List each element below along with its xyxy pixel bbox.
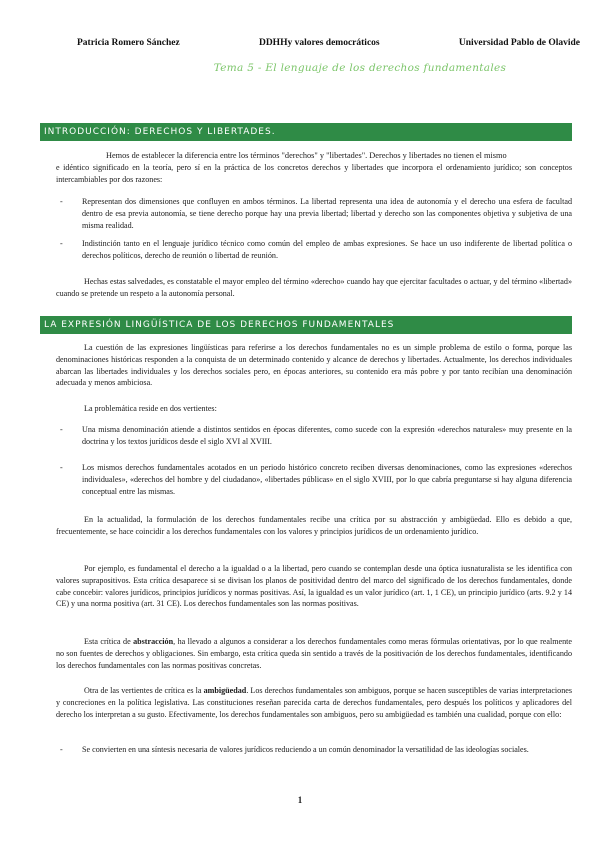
header-subject: DDHHy valores democráticos xyxy=(258,38,380,48)
emphasis-abstraction: abstracción xyxy=(133,637,174,646)
section-heading-intro: INTRODUCCIÓN: DERECHOS Y LIBERTADES. xyxy=(40,123,572,141)
list-item-text: Una misma denominación atiende a distintos sentidos en épocas diferentes, como sucede con la expresión «derechos naturales» muy presente en la doctrina y los textos jurídicos desde el siglo XVI al XVIII. xyxy=(82,425,572,446)
list-item-text: Se convierten en una síntesis necesaria de valores jurídicos reduciendo a un común denominador la versatilidad de las ideologías sociales. xyxy=(82,745,529,754)
header-author: Patricia Romero Sánchez xyxy=(77,38,180,48)
text-run: . Los derechos fundamentales son ambiguos, porque se hacen susceptibles de varias interpretaciones y concreciones en la política legislativa. Las constituciones reseñan parecida carta de derechos fundamentales, pero después los políticos y aplicadores del derecho los interpretan a su gusto. Efectivamente, los derechos fundamentales son ambiguos, pero su ambigüedad es también una cualidad, porque con ello: xyxy=(56,686,573,719)
text-run: Otra de las vertientes de crítica es la xyxy=(84,686,204,695)
paragraph-ambiguity xyxy=(56,685,572,720)
list-bullet: - xyxy=(60,745,63,754)
list-item xyxy=(60,196,572,231)
list-bullet: - xyxy=(60,425,63,434)
paragraph-abstraction xyxy=(56,636,572,671)
list-item-text: Indistinción tanto en el lenguaje jurídico técnico como común del empleo de ambas expresiones. Se hace un uso indiferente de libertad política o derechos políticos, derecho de reunión o libertad de reunión. xyxy=(82,239,572,260)
list-item xyxy=(60,462,572,497)
text-run: Esta crítica de xyxy=(84,637,134,646)
page-header xyxy=(77,38,580,48)
paragraph: Por ejemplo, es fundamental el derecho a la igualdad o a la libertad, pero cuando se contemplan desde una óptica iusnaturalista se les identifica con valores suprapositivos. Esta crítica desaparece si se divisan los planos de positividad dentro del marco del significado de los derechos fundamentales, donde cabe concebir: valores jurídicos, principios jurídicos y normas positivas. Así, la igualdad es un valor jurídico (art. 1, 1 CE), un principio jurídico (arts. 9.2 y 14 CE) y una norma positiva (art. 31 CE). Los derechos fundamentales son las normas positivas. xyxy=(56,564,572,609)
intro-paragraph: e idéntico significado en la teoría, pero sí en la práctica de los concretos derechos y libertades que incorpora el ordenamiento jurídico; son conceptos intercambiables por dos razones: xyxy=(56,163,572,184)
emphasis-ambiguity: ambigüedad xyxy=(203,686,247,695)
list-bullet: - xyxy=(60,239,63,248)
paragraph: En la actualidad, la formulación de los derechos fundamentales recibe una crítica por su abstracción y ambigüedad. Ello es debido a que, frecuentemente, se hace coincidir a los derechos fundamentales con los valores y principios jurídicos de un ordenamiento jurídico. xyxy=(56,515,572,536)
list-bullet: - xyxy=(60,463,63,472)
page-number: 1 xyxy=(297,795,303,805)
text-run: , ha llevado a algunos a considerar a los derechos fundamentales como meras fórmulas orientativas, por lo que realmente no son fuentes de derechos y obligaciones. Sin embargo, esta crítica queda sin sentido a través de la positivación de los derechos fundamentales, identificando los derechos fundamentales con las normas positivas concretas. xyxy=(56,637,572,670)
list-item xyxy=(60,424,572,448)
list-item-text: Representan dos dimensiones que confluyen en ambos términos. La libertad representa una idea de autonomía y el derecho una esfera de facultad dentro de esa previa autonomía, se tiene derecho porque hay una previa libertad; libertad y derecho son las componentes objetiva y subjetiva de una misma realidad. xyxy=(82,197,572,230)
list-item-text: Los mismos derechos fundamentales acotados en un periodo histórico concreto reciben diversas denominaciones, como las expresiones «derechos individuales», «derechos del hombre y del ciudadano», «libertades públicas» en el siglo XVIII, por lo que cabría preguntarse si hay alguna diferencia conceptual entre las mismas. xyxy=(82,463,572,496)
list-bullet: - xyxy=(60,197,63,206)
section-heading-expression: LA EXPRESIÓN LINGÜÍSTICA DE LOS DERECHOS FUNDAMENTALES xyxy=(40,316,572,334)
paragraph: La cuestión de las expresiones lingüísticas para referirse a los derechos fundamentales no es un simple problema de estilo o forma, porque las denominaciones históricas responden a la conquista de un determinado contenido y alcance de derechos y libertades. Actualmente, los derechos individuales abarcan las libertades individuales y los derechos sociales pero, en épocas anteriores, su contenido era más pobre y por tanto recibían una denominación adecuada y menos ambiciosa. xyxy=(56,343,572,388)
intro-closing-paragraph: Hechas estas salvedades, es constatable el mayor empleo del término «derecho» cuando hay que ejercitar facultades o actuar, y del término «libertad» cuando se pretende un respeto a la autonomía personal. xyxy=(56,277,572,298)
paragraph: La problemática reside en dos vertientes: xyxy=(84,404,217,413)
list-item xyxy=(60,238,572,262)
header-university: Universidad Pablo de Olavide xyxy=(458,38,580,48)
intro-lead-line: Hemos de establecer la diferencia entre los términos "derechos" y "libertades". Derechos y libertades no tienen el mismo xyxy=(106,151,507,160)
topic-title: Tema 5 - El lenguaje de los derechos fundamentales xyxy=(213,62,507,74)
list-item xyxy=(60,744,572,756)
